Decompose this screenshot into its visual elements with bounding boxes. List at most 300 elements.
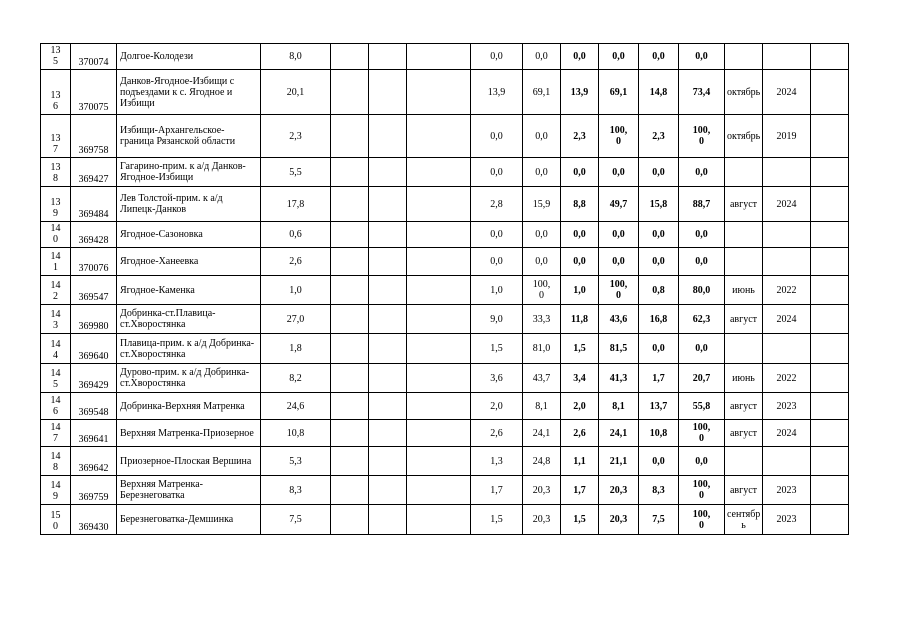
empty-cell-4	[811, 115, 849, 158]
value-c-cell: 2,3	[561, 115, 599, 158]
value-a-cell: 0,0	[471, 248, 523, 276]
empty-cell-4	[811, 70, 849, 115]
road-name-cell: Избищи-Архангельское-граница Рязанской области	[117, 115, 261, 158]
value-d-cell: 20,3	[599, 505, 639, 535]
value-f-cell: 100, 0	[679, 505, 725, 535]
length-cell: 2,3	[261, 115, 331, 158]
month-cell: октябрь	[725, 70, 763, 115]
empty-cell-3	[407, 222, 471, 248]
row-number-part2: 2	[53, 291, 58, 302]
row-number	[41, 364, 71, 393]
table-row	[41, 44, 849, 70]
road-code-cell: 369758	[71, 115, 117, 158]
value-b-cell: 24,1	[523, 420, 561, 447]
road-name-cell: Данков-Ягодное-Избищи с подъездами к с. Ягодное и Избищи	[117, 70, 261, 115]
row-number-part1: 14	[50, 480, 61, 491]
length-cell: 8,2	[261, 364, 331, 393]
value-c-cell: 1,1	[561, 447, 599, 476]
row-number	[41, 476, 71, 505]
empty-cell-1	[331, 158, 369, 187]
road-name-cell: Плавица-прим. к а/д Добринка-ст.Хворостянка	[117, 334, 261, 364]
year-cell	[763, 334, 811, 364]
value-c-cell: 8,8	[561, 187, 599, 222]
value-a-cell: 1,5	[471, 505, 523, 535]
value-f-cell: 62,3	[679, 305, 725, 334]
road-name-cell: Добринка-Верхняя Матренка	[117, 393, 261, 420]
value-f-cell: 55,8	[679, 393, 725, 420]
year-cell	[763, 248, 811, 276]
row-number	[41, 248, 71, 276]
value-c-cell: 13,9	[561, 70, 599, 115]
value-c-cell: 2,0	[561, 393, 599, 420]
value-d-cell: 20,3	[599, 476, 639, 505]
value-f-cell: 73,4	[679, 70, 725, 115]
empty-cell-1	[331, 393, 369, 420]
value-e-cell: 2,3	[639, 115, 679, 158]
row-number-part1: 14	[50, 395, 61, 406]
value-e-cell: 0,0	[639, 447, 679, 476]
value-d-cell: 0,0	[599, 44, 639, 70]
value-c-cell: 1,5	[561, 334, 599, 364]
empty-cell-4	[811, 305, 849, 334]
table-row	[41, 248, 849, 276]
value-f-cell: 80,0	[679, 276, 725, 305]
row-number-part1: 13	[50, 197, 61, 208]
road-code-cell: 369980	[71, 305, 117, 334]
empty-cell-4	[811, 505, 849, 535]
row-number-part1: 14	[50, 309, 61, 320]
row-number-part2: 3	[53, 320, 58, 331]
empty-cell-3	[407, 505, 471, 535]
empty-cell-1	[331, 505, 369, 535]
value-f-cell: 100, 0	[679, 420, 725, 447]
month-cell: август	[725, 476, 763, 505]
value-a-cell: 9,0	[471, 305, 523, 334]
row-number-part2: 6	[53, 101, 58, 112]
road-name-cell: Березнеговатка-Демшинка	[117, 505, 261, 535]
empty-cell-1	[331, 44, 369, 70]
length-cell: 20,1	[261, 70, 331, 115]
row-number-part2: 0	[53, 521, 58, 532]
empty-cell-3	[407, 248, 471, 276]
value-e-cell: 15,8	[639, 187, 679, 222]
length-cell: 1,8	[261, 334, 331, 364]
value-d-cell: 0,0	[599, 248, 639, 276]
road-code-cell: 369484	[71, 187, 117, 222]
empty-cell-1	[331, 420, 369, 447]
value-c-cell: 0,0	[561, 222, 599, 248]
row-number-part2: 0	[53, 234, 58, 245]
value-b-cell: 15,9	[523, 187, 561, 222]
table-row	[41, 222, 849, 248]
road-name-cell: Верхняя Матренка-Березнеговатка	[117, 476, 261, 505]
empty-cell-3	[407, 70, 471, 115]
empty-cell-4	[811, 420, 849, 447]
row-number-part2: 1	[53, 262, 58, 273]
row-number-part2: 7	[53, 433, 58, 444]
empty-cell-2	[369, 158, 407, 187]
length-cell: 27,0	[261, 305, 331, 334]
length-cell: 5,3	[261, 447, 331, 476]
row-number-part1: 13	[50, 133, 61, 144]
road-code-cell: 369759	[71, 476, 117, 505]
empty-cell-2	[369, 70, 407, 115]
year-cell	[763, 44, 811, 70]
year-cell: 2022	[763, 364, 811, 393]
row-number-part1: 14	[50, 451, 61, 462]
table-row	[41, 476, 849, 505]
empty-cell-1	[331, 70, 369, 115]
road-name-cell: Гагарино-прим. к а/д Данков-Ягодное-Избищи	[117, 158, 261, 187]
value-b-cell: 0,0	[523, 248, 561, 276]
value-c-cell: 3,4	[561, 364, 599, 393]
value-e-cell: 16,8	[639, 305, 679, 334]
value-a-cell: 1,3	[471, 447, 523, 476]
row-number-part1: 13	[50, 162, 61, 173]
value-b-cell: 81,0	[523, 334, 561, 364]
empty-cell-3	[407, 276, 471, 305]
table-row	[41, 115, 849, 158]
value-e-cell: 8,3	[639, 476, 679, 505]
month-cell: август	[725, 393, 763, 420]
road-code-cell: 370076	[71, 248, 117, 276]
road-name-cell: Ягодное-Каменка	[117, 276, 261, 305]
value-d-cell: 0,0	[599, 158, 639, 187]
empty-cell-2	[369, 393, 407, 420]
value-b-cell: 33,3	[523, 305, 561, 334]
value-e-cell: 14,8	[639, 70, 679, 115]
length-cell: 8,3	[261, 476, 331, 505]
month-cell: август	[725, 187, 763, 222]
value-a-cell: 13,9	[471, 70, 523, 115]
length-cell: 24,6	[261, 393, 331, 420]
value-a-cell: 1,0	[471, 276, 523, 305]
row-number	[41, 420, 71, 447]
month-cell	[725, 44, 763, 70]
value-a-cell: 0,0	[471, 222, 523, 248]
table-row	[41, 393, 849, 420]
empty-cell-2	[369, 476, 407, 505]
length-cell: 8,0	[261, 44, 331, 70]
value-e-cell: 0,8	[639, 276, 679, 305]
empty-cell-3	[407, 334, 471, 364]
road-name-cell: Ягодное-Сазоновка	[117, 222, 261, 248]
value-e-cell: 13,7	[639, 393, 679, 420]
value-e-cell: 0,0	[639, 222, 679, 248]
table-row	[41, 187, 849, 222]
road-code-cell: 369548	[71, 393, 117, 420]
value-d-cell: 69,1	[599, 70, 639, 115]
empty-cell-3	[407, 305, 471, 334]
value-b-cell: 0,0	[523, 222, 561, 248]
value-b-cell: 100, 0	[523, 276, 561, 305]
value-d-cell: 24,1	[599, 420, 639, 447]
year-cell: 2024	[763, 70, 811, 115]
empty-cell-2	[369, 115, 407, 158]
value-f-cell: 0,0	[679, 248, 725, 276]
road-code-cell: 369430	[71, 505, 117, 535]
value-b-cell: 0,0	[523, 115, 561, 158]
row-number	[41, 44, 71, 70]
table-row	[41, 158, 849, 187]
row-number	[41, 305, 71, 334]
table-row	[41, 447, 849, 476]
value-b-cell: 0,0	[523, 158, 561, 187]
length-cell: 17,8	[261, 187, 331, 222]
month-cell: сентябр ь	[725, 505, 763, 535]
value-f-cell: 0,0	[679, 44, 725, 70]
empty-cell-4	[811, 364, 849, 393]
year-cell: 2023	[763, 505, 811, 535]
value-b-cell: 69,1	[523, 70, 561, 115]
row-number	[41, 276, 71, 305]
road-code-cell: 369642	[71, 447, 117, 476]
empty-cell-2	[369, 187, 407, 222]
month-cell: октябрь	[725, 115, 763, 158]
month-cell	[725, 248, 763, 276]
value-e-cell: 1,7	[639, 364, 679, 393]
value-e-cell: 10,8	[639, 420, 679, 447]
value-c-cell: 0,0	[561, 248, 599, 276]
value-b-cell: 0,0	[523, 44, 561, 70]
empty-cell-1	[331, 115, 369, 158]
empty-cell-2	[369, 334, 407, 364]
row-number	[41, 505, 71, 535]
value-d-cell: 49,7	[599, 187, 639, 222]
table-row	[41, 505, 849, 535]
empty-cell-4	[811, 334, 849, 364]
row-number	[41, 447, 71, 476]
value-e-cell: 0,0	[639, 248, 679, 276]
empty-cell-3	[407, 364, 471, 393]
value-b-cell: 20,3	[523, 476, 561, 505]
value-d-cell: 100, 0	[599, 276, 639, 305]
road-code-cell: 369428	[71, 222, 117, 248]
empty-cell-4	[811, 393, 849, 420]
value-d-cell: 81,5	[599, 334, 639, 364]
year-cell	[763, 447, 811, 476]
row-number-part1: 13	[50, 45, 61, 56]
value-a-cell: 2,8	[471, 187, 523, 222]
row-number	[41, 70, 71, 115]
row-number-part2: 5	[53, 56, 58, 67]
table-row	[41, 334, 849, 364]
value-f-cell: 0,0	[679, 447, 725, 476]
value-f-cell: 88,7	[679, 187, 725, 222]
empty-cell-2	[369, 505, 407, 535]
row-number-part2: 8	[53, 173, 58, 184]
empty-cell-2	[369, 44, 407, 70]
row-number	[41, 393, 71, 420]
table-row	[41, 420, 849, 447]
row-number-part1: 14	[50, 251, 61, 262]
year-cell	[763, 222, 811, 248]
length-cell: 7,5	[261, 505, 331, 535]
empty-cell-1	[331, 334, 369, 364]
value-d-cell: 8,1	[599, 393, 639, 420]
year-cell: 2023	[763, 393, 811, 420]
empty-cell-2	[369, 364, 407, 393]
road-name-cell: Приозерное-Плоская Вершина	[117, 447, 261, 476]
empty-cell-4	[811, 476, 849, 505]
empty-cell-2	[369, 222, 407, 248]
empty-cell-3	[407, 158, 471, 187]
empty-cell-3	[407, 187, 471, 222]
row-number	[41, 158, 71, 187]
table-row	[41, 364, 849, 393]
row-number-part2: 6	[53, 406, 58, 417]
row-number-part2: 4	[53, 350, 58, 361]
value-c-cell: 1,5	[561, 505, 599, 535]
road-name-cell: Ягодное-Ханеевка	[117, 248, 261, 276]
empty-cell-1	[331, 305, 369, 334]
value-e-cell: 0,0	[639, 44, 679, 70]
empty-cell-3	[407, 393, 471, 420]
value-a-cell: 2,0	[471, 393, 523, 420]
value-b-cell: 8,1	[523, 393, 561, 420]
value-b-cell: 24,8	[523, 447, 561, 476]
road-code-cell: 369641	[71, 420, 117, 447]
empty-cell-2	[369, 447, 407, 476]
year-cell: 2024	[763, 420, 811, 447]
row-number-part2: 5	[53, 379, 58, 390]
value-c-cell: 1,0	[561, 276, 599, 305]
value-e-cell: 7,5	[639, 505, 679, 535]
value-a-cell: 1,7	[471, 476, 523, 505]
road-name-cell: Дурово-прим. к а/д Добринка-ст.Хворостянка	[117, 364, 261, 393]
row-number-part2: 7	[53, 144, 58, 155]
row-number-part1: 14	[50, 422, 61, 433]
empty-cell-2	[369, 248, 407, 276]
row-number	[41, 334, 71, 364]
empty-cell-4	[811, 187, 849, 222]
month-cell: июнь	[725, 276, 763, 305]
value-a-cell: 3,6	[471, 364, 523, 393]
empty-cell-1	[331, 276, 369, 305]
row-number-part2: 9	[53, 208, 58, 219]
year-cell: 2023	[763, 476, 811, 505]
empty-cell-2	[369, 276, 407, 305]
month-cell	[725, 447, 763, 476]
value-f-cell: 0,0	[679, 158, 725, 187]
row-number	[41, 187, 71, 222]
roads-table	[40, 43, 849, 535]
row-number-part1: 14	[50, 280, 61, 291]
month-cell: июнь	[725, 364, 763, 393]
row-number-part1: 14	[50, 223, 61, 234]
road-code-cell: 369427	[71, 158, 117, 187]
length-cell: 10,8	[261, 420, 331, 447]
empty-cell-4	[811, 222, 849, 248]
value-a-cell: 0,0	[471, 115, 523, 158]
value-e-cell: 0,0	[639, 158, 679, 187]
value-c-cell: 2,6	[561, 420, 599, 447]
value-f-cell: 100, 0	[679, 115, 725, 158]
road-name-cell: Верхняя Матренка-Приозерное	[117, 420, 261, 447]
empty-cell-4	[811, 276, 849, 305]
empty-cell-4	[811, 447, 849, 476]
value-c-cell: 1,7	[561, 476, 599, 505]
value-c-cell: 0,0	[561, 44, 599, 70]
value-a-cell: 2,6	[471, 420, 523, 447]
value-d-cell: 100, 0	[599, 115, 639, 158]
table-row	[41, 276, 849, 305]
month-cell: август	[725, 305, 763, 334]
road-code-cell: 369547	[71, 276, 117, 305]
month-cell	[725, 158, 763, 187]
month-cell	[725, 222, 763, 248]
value-a-cell: 0,0	[471, 44, 523, 70]
value-c-cell: 11,8	[561, 305, 599, 334]
length-cell: 0,6	[261, 222, 331, 248]
empty-cell-1	[331, 447, 369, 476]
row-number-part2: 9	[53, 491, 58, 502]
value-d-cell: 21,1	[599, 447, 639, 476]
empty-cell-4	[811, 44, 849, 70]
road-name-cell: Долгое-Колодези	[117, 44, 261, 70]
road-code-cell: 370075	[71, 70, 117, 115]
value-b-cell: 20,3	[523, 505, 561, 535]
length-cell: 2,6	[261, 248, 331, 276]
empty-cell-2	[369, 305, 407, 334]
row-number-part1: 15	[50, 510, 61, 521]
value-f-cell: 0,0	[679, 222, 725, 248]
empty-cell-4	[811, 158, 849, 187]
value-c-cell: 0,0	[561, 158, 599, 187]
road-code-cell: 369429	[71, 364, 117, 393]
year-cell: 2019	[763, 115, 811, 158]
year-cell: 2022	[763, 276, 811, 305]
value-f-cell: 0,0	[679, 334, 725, 364]
empty-cell-1	[331, 364, 369, 393]
row-number-part2: 8	[53, 462, 58, 473]
row-number-part1: 14	[50, 368, 61, 379]
road-name-cell: Лев Толстой-прим. к а/д Липецк-Данков	[117, 187, 261, 222]
empty-cell-4	[811, 248, 849, 276]
empty-cell-1	[331, 222, 369, 248]
value-d-cell: 43,6	[599, 305, 639, 334]
value-e-cell: 0,0	[639, 334, 679, 364]
table-row	[41, 305, 849, 334]
row-number-part1: 14	[50, 339, 61, 350]
year-cell: 2024	[763, 305, 811, 334]
empty-cell-3	[407, 447, 471, 476]
empty-cell-3	[407, 115, 471, 158]
value-f-cell: 100, 0	[679, 476, 725, 505]
empty-cell-2	[369, 420, 407, 447]
empty-cell-3	[407, 420, 471, 447]
row-number-part1: 13	[50, 90, 61, 101]
month-cell: август	[725, 420, 763, 447]
value-d-cell: 0,0	[599, 222, 639, 248]
year-cell	[763, 158, 811, 187]
empty-cell-1	[331, 187, 369, 222]
road-code-cell: 370074	[71, 44, 117, 70]
empty-cell-3	[407, 476, 471, 505]
length-cell: 5,5	[261, 158, 331, 187]
row-number	[41, 222, 71, 248]
empty-cell-1	[331, 248, 369, 276]
month-cell	[725, 334, 763, 364]
value-d-cell: 41,3	[599, 364, 639, 393]
value-b-cell: 43,7	[523, 364, 561, 393]
empty-cell-1	[331, 476, 369, 505]
road-code-cell: 369640	[71, 334, 117, 364]
empty-cell-3	[407, 44, 471, 70]
length-cell: 1,0	[261, 276, 331, 305]
value-a-cell: 0,0	[471, 158, 523, 187]
value-a-cell: 1,5	[471, 334, 523, 364]
